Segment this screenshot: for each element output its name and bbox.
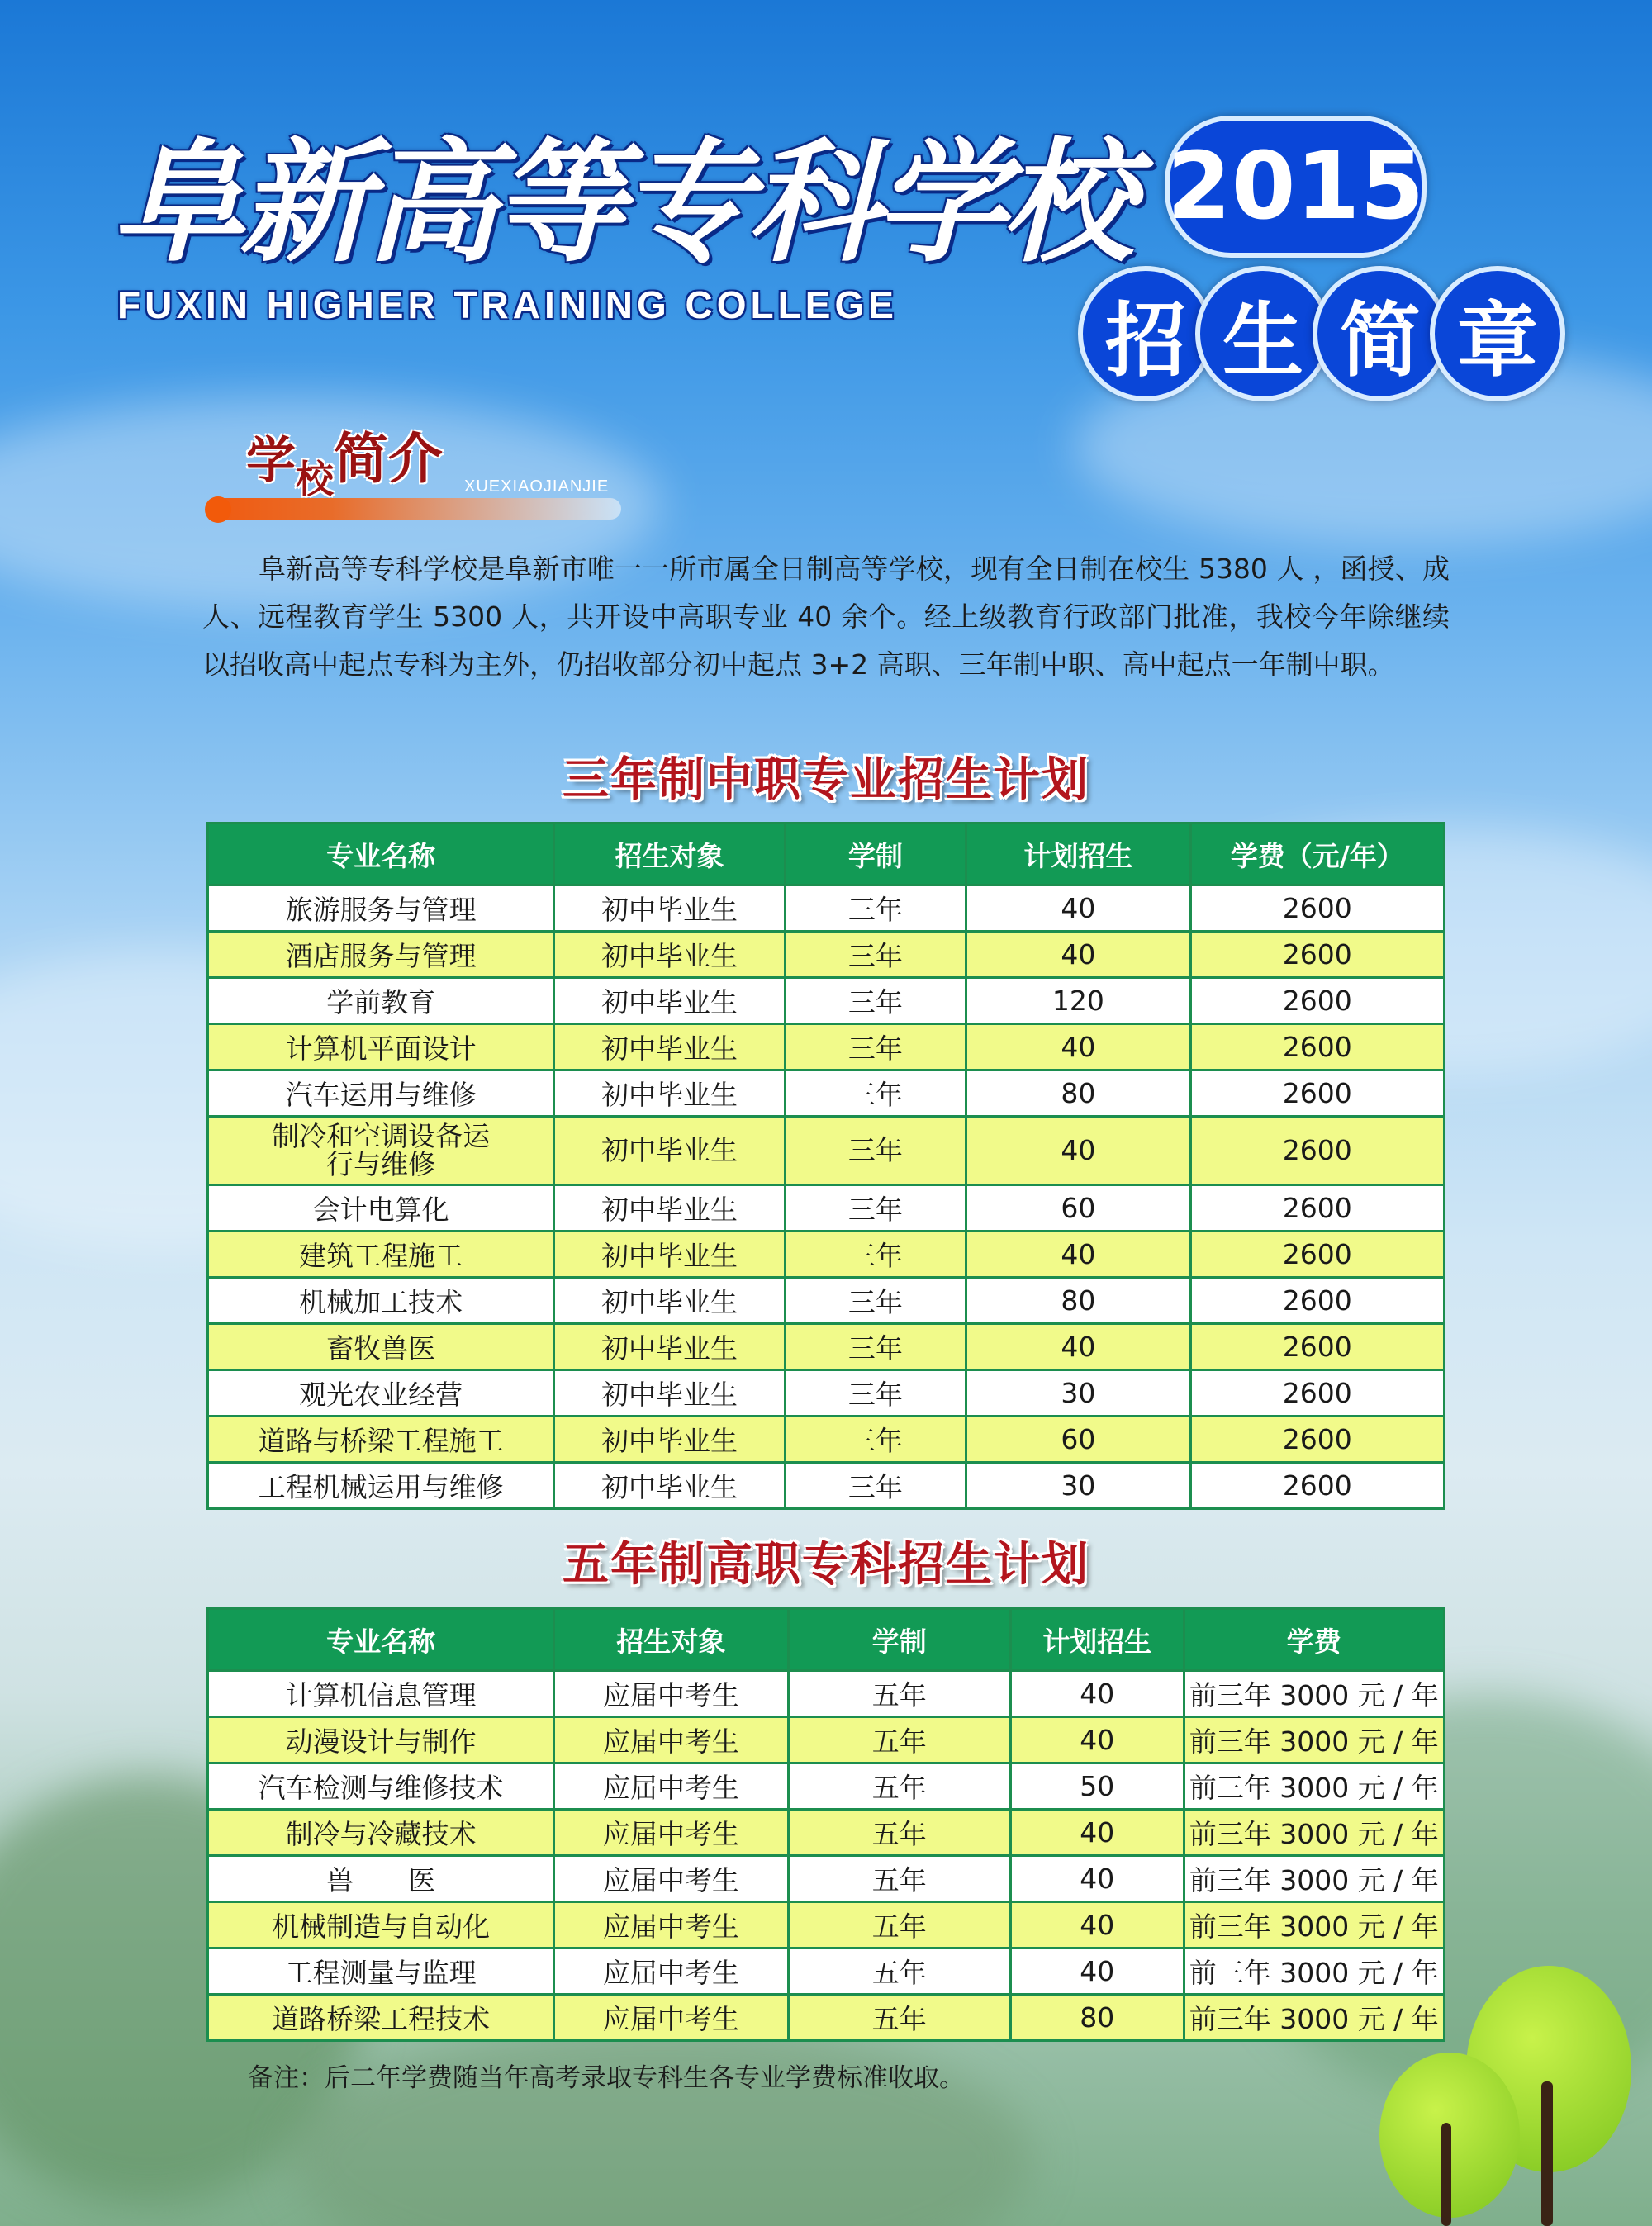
table-row [208,1232,1445,1278]
target-cell: 初中毕业生 [554,1185,785,1232]
table-row [208,1278,1445,1324]
duration-cell: 三年 [785,1278,966,1324]
tuition-cell: 2600 [1190,1232,1444,1278]
campus-ground [289,2024,1032,2226]
major-name-cell: 制冷和空调设备运行与维修 [208,1117,554,1185]
duration-cell: 三年 [785,1185,966,1232]
table-row [208,885,1445,932]
column-header: 计划招生 [1010,1609,1184,1671]
title-char-4: 章 [1430,266,1565,401]
major-name-cell: 会计电算化 [208,1185,554,1232]
quota-cell: 40 [1010,1717,1184,1763]
intro-title [246,415,443,501]
year-badge: 2015 [1165,116,1427,258]
school-name-en: FUXIN HIGHER TRAINING COLLEGE [117,283,898,326]
duration-cell: 五年 [788,1810,1010,1856]
table-row [208,1024,1445,1070]
tuition-cell: 2600 [1190,1024,1444,1070]
tuition-cell: 2600 [1190,1324,1444,1370]
tuition-cell: 2600 [1190,1370,1444,1417]
title-char-1: 招 [1078,266,1213,401]
tuition-cell: 前三年 3000 元 / 年 [1184,1671,1444,1717]
column-header: 计划招生 [966,823,1190,885]
target-cell: 应届中考生 [554,1856,788,1902]
tree-trunk [1441,2123,1451,2226]
quota-cell: 40 [1010,1856,1184,1902]
quota-cell: 120 [966,978,1190,1024]
column-header: 专业名称 [208,1609,554,1671]
major-name-cell: 酒店服务与管理 [208,932,554,978]
table-row [208,1717,1445,1763]
tuition-cell: 前三年 3000 元 / 年 [1184,1856,1444,1902]
quota-cell: 40 [1010,1671,1184,1717]
duration-cell: 三年 [785,1463,966,1509]
duration-cell: 五年 [788,1763,1010,1810]
target-cell: 初中毕业生 [554,1024,785,1070]
quota-cell: 40 [1010,1902,1184,1948]
duration-cell: 五年 [788,1856,1010,1902]
school-name-cn: 阜新高等专科学校 [112,125,1130,280]
column-header: 学制 [788,1609,1010,1671]
major-name-cell: 汽车检测与维修技术 [208,1763,554,1810]
duration-cell: 五年 [788,1948,1010,1995]
tuition-cell: 2600 [1190,1278,1444,1324]
quota-cell: 40 [1010,1810,1184,1856]
quota-cell: 40 [966,1024,1190,1070]
quota-cell: 80 [966,1278,1190,1324]
target-cell: 应届中考生 [554,1810,788,1856]
table-row [208,1463,1445,1509]
tuition-cell: 2600 [1190,1117,1444,1185]
target-cell: 应届中考生 [554,1763,788,1810]
quota-cell: 30 [966,1463,1190,1509]
table-row [208,1417,1445,1463]
quota-cell: 80 [1010,1995,1184,2041]
target-cell: 初中毕业生 [554,1417,785,1463]
major-name-cell: 汽车运用与维修 [208,1070,554,1117]
duration-cell: 三年 [785,1417,966,1463]
duration-cell: 五年 [788,1995,1010,2041]
duration-cell: 五年 [788,1717,1010,1763]
target-cell: 应届中考生 [554,1948,788,1995]
target-cell: 初中毕业生 [554,885,785,932]
duration-cell: 三年 [785,1024,966,1070]
duration-cell: 三年 [785,978,966,1024]
column-header: 学费 [1184,1609,1444,1671]
tuition-cell: 前三年 3000 元 / 年 [1184,1948,1444,1995]
major-name-cell: 机械加工技术 [208,1278,554,1324]
intro-underline-bar [208,498,621,520]
table-row [208,1763,1445,1810]
duration-cell: 五年 [788,1671,1010,1717]
target-cell: 初中毕业生 [554,978,785,1024]
table-row [208,1810,1445,1856]
major-name-cell: 道路桥梁工程技术 [208,1995,554,2041]
duration-cell: 三年 [785,1232,966,1278]
table-header-row [208,823,1445,885]
target-cell: 初中毕业生 [554,1463,785,1509]
quota-cell: 30 [966,1370,1190,1417]
target-cell: 应届中考生 [554,1902,788,1948]
table-header-row [208,1609,1445,1671]
major-name-cell: 道路与桥梁工程施工 [208,1417,554,1463]
target-cell: 初中毕业生 [554,1117,785,1185]
major-name-cell: 建筑工程施工 [208,1232,554,1278]
table-row [208,1948,1445,1995]
major-name-cell: 学前教育 [208,978,554,1024]
intro-paragraph: 阜新高等专科学校是阜新市唯一一所市属全日制高等学校，现有全日制在校生 5380 人 ，函授、成人、远程教育学生 5300 人，共开设中高职专业 40 余个。经上级教育行政部门批准，我校今年除继续以招收高中起点专科为主外，仍招收部分初中起点 3+2 高职、三年制中职、高中起点一年制中职。 [202,553,1450,681]
tuition-cell: 2600 [1190,978,1444,1024]
column-header: 学制 [785,823,966,885]
tuition-cell: 前三年 3000 元 / 年 [1184,1717,1444,1763]
quota-cell: 60 [966,1185,1190,1232]
tuition-cell: 2600 [1190,1185,1444,1232]
target-cell: 初中毕业生 [554,1324,785,1370]
tuition-cell: 2600 [1190,1417,1444,1463]
table-row [208,1117,1445,1185]
column-header: 学费（元/年） [1190,823,1444,885]
tuition-cell: 前三年 3000 元 / 年 [1184,1995,1444,2041]
major-name-cell: 动漫设计与制作 [208,1717,554,1763]
table-row [208,1856,1445,1902]
table2-title: 五年制高职专科招生计划 [563,1537,1089,1592]
duration-cell: 三年 [785,932,966,978]
five-year-plan-table [206,1607,1446,2042]
tuition-cell: 前三年 3000 元 / 年 [1184,1902,1444,1948]
duration-cell: 三年 [785,1070,966,1117]
duration-cell: 三年 [785,1117,966,1185]
tuition-cell: 2600 [1190,1070,1444,1117]
table-row [208,1995,1445,2041]
tuition-cell: 2600 [1190,932,1444,978]
quota-cell: 40 [966,1232,1190,1278]
title-char-2: 生 [1195,266,1331,401]
tuition-cell: 前三年 3000 元 / 年 [1184,1763,1444,1810]
major-name-cell: 旅游服务与管理 [208,885,554,932]
target-cell: 应届中考生 [554,1995,788,2041]
major-name-cell: 畜牧兽医 [208,1324,554,1370]
duration-cell: 三年 [785,885,966,932]
footnote: 备注：后二年学费随当年高考录取专科生各专业学费标准收取。 [248,2063,965,2093]
target-cell: 初中毕业生 [554,1370,785,1417]
target-cell: 初中毕业生 [554,932,785,978]
target-cell: 应届中考生 [554,1717,788,1763]
table-row [208,1070,1445,1117]
quota-cell: 40 [1010,1948,1184,1995]
quota-cell: 40 [966,1117,1190,1185]
intro-dot-icon [205,496,231,523]
target-cell: 初中毕业生 [554,1278,785,1324]
tree-trunk [1541,2081,1553,2226]
column-header: 招生对象 [554,823,785,885]
major-name-cell: 计算机平面设计 [208,1024,554,1070]
intro-subtitle: XUEXIAOJIANJIE [464,477,610,496]
target-cell: 初中毕业生 [554,1070,785,1117]
major-name-cell: 机械制造与自动化 [208,1902,554,1948]
table-row [208,1671,1445,1717]
tuition-cell: 2600 [1190,885,1444,932]
intro-title-part3: 简介 [334,426,443,491]
table-row [208,932,1445,978]
tuition-cell: 2600 [1190,1463,1444,1509]
duration-cell: 三年 [785,1324,966,1370]
quota-cell: 80 [966,1070,1190,1117]
major-name-cell: 兽 医 [208,1856,554,1902]
quota-cell: 60 [966,1417,1190,1463]
three-year-plan-table [206,822,1446,1510]
quota-cell: 40 [966,1324,1190,1370]
table-row [208,1370,1445,1417]
table-row [208,1185,1445,1232]
quota-cell: 50 [1010,1763,1184,1810]
intro-title-part2: 校 [296,457,334,501]
target-cell: 初中毕业生 [554,1232,785,1278]
target-cell: 应届中考生 [554,1671,788,1717]
table-row [208,978,1445,1024]
major-name-cell: 制冷与冷藏技术 [208,1810,554,1856]
tuition-cell: 前三年 3000 元 / 年 [1184,1810,1444,1856]
major-name-cell: 工程测量与监理 [208,1948,554,1995]
title-char-3: 简 [1313,266,1448,401]
column-header: 专业名称 [208,823,554,885]
major-name-cell: 计算机信息管理 [208,1671,554,1717]
quota-cell: 40 [966,885,1190,932]
table-row [208,1324,1445,1370]
table-row [208,1902,1445,1948]
column-header: 招生对象 [554,1609,788,1671]
table1-title: 三年制中职专业招生计划 [563,752,1089,807]
major-name-cell: 观光农业经营 [208,1370,554,1417]
duration-cell: 三年 [785,1370,966,1417]
quota-cell: 40 [966,932,1190,978]
duration-cell: 五年 [788,1902,1010,1948]
major-name-cell: 工程机械运用与维修 [208,1463,554,1509]
intro-title-part1: 学 [246,432,296,490]
